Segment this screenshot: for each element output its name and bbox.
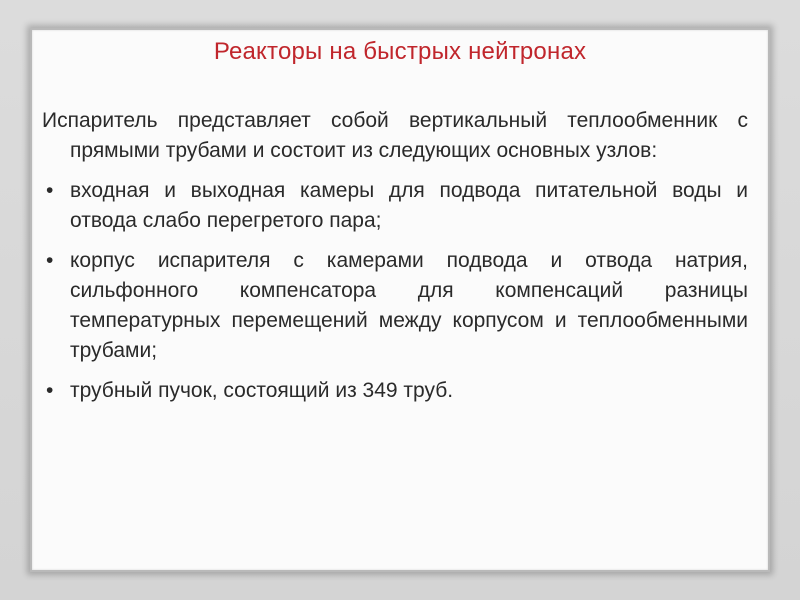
bullet-icon: •: [46, 379, 54, 402]
bullet-icon: •: [46, 179, 54, 202]
bullet-text: корпус испарителя с камерами подвода и отвода натрия, сильфонного компенсатора для компенсаций разницы температурных перемещений между корпусом и теплообменными трубами;: [70, 249, 748, 362]
bullet-list: [42, 176, 748, 406]
slide-body: [42, 106, 748, 416]
list-item: [42, 376, 748, 406]
bullet-text: входная и выходная камеры для подвода питательной воды и отвода слабо перегретого пара;: [70, 179, 748, 232]
bullet-text: трубный пучок, состоящий из 349 труб.: [70, 379, 454, 402]
bullet-icon: •: [46, 249, 54, 272]
intro-paragraph: Испаритель представляет собой вертикальный теплообменник с прямыми трубами и состоит из следующих основных узлов:: [42, 109, 748, 162]
list-item: [42, 246, 748, 366]
list-item: [42, 176, 748, 236]
slide-title: Реакторы на быстрых нейтронах: [213, 38, 587, 65]
